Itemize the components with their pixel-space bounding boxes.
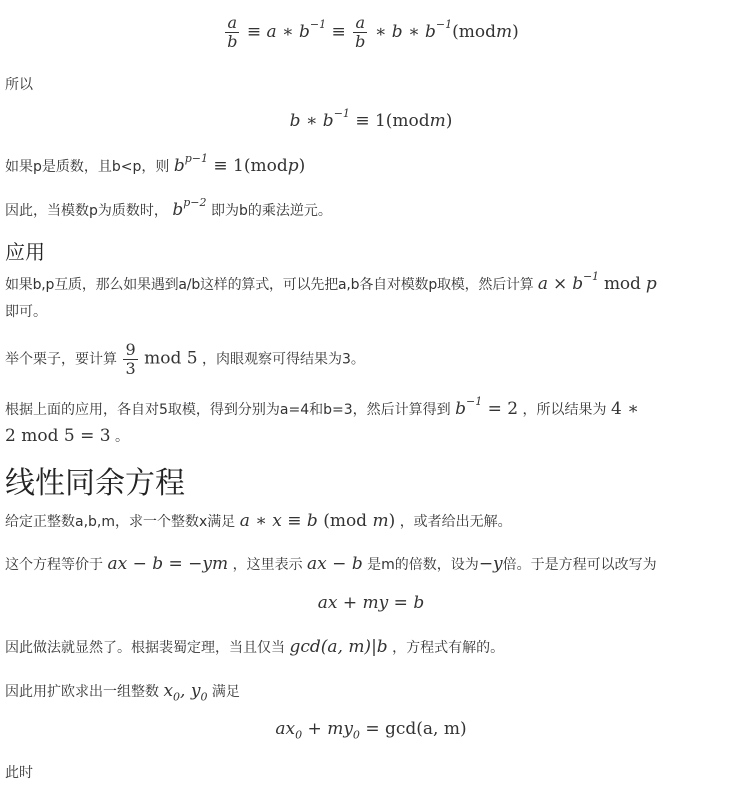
formula-inverse-identity: b ∗ $b^{-1}$ ≡ 1(modm) xyxy=(289,107,453,131)
paragraph-result-cont: 2 mod 5 = 3 。 xyxy=(5,426,129,446)
formula-ax-my-b: ax + my = b xyxy=(317,593,425,613)
formula-inverse-definition: $\frac{a}{b}$ ≡ a ∗ $b^{-1}$ ≡ $\frac{a}{b}$ ∗ b ∗ $b^{-1}(modm)$ xyxy=(227,13,519,51)
text-cishi: 此时 xyxy=(5,765,33,781)
fraction-a-over-b: $\frac{a}{b}$ xyxy=(227,13,238,51)
text-suoyi: 所以 xyxy=(5,77,33,93)
paragraph-fermat: 如果p是质数，且b<p，则 $b^{p-1}$ ≡ 1(modp) xyxy=(5,152,306,176)
paragraph-result: 根据上面的应用，各自对5取模，得到分别为a=4和b=3，然后计算得到 $b^{-1} = 2$ ，所以结果为 4 ∗ xyxy=(5,395,639,419)
heading-application: 应用 xyxy=(5,240,45,264)
paragraph-linear-4: 因此用扩欧求出一组整数 $x_0$, $y_0$ 满足 xyxy=(5,681,240,704)
paragraph-application: 如果b,p互质，那么如果遇到a/b这样的算式，可以先把a,b各自对模数p取模，然后计算 $a \times b^{-1}$ mod p xyxy=(5,270,657,294)
formula-bezout: $ax_0 + my_0 = \gcd(a$, m) xyxy=(275,719,467,742)
paragraph-linear-3: 因此做法就显然了。根据裴蜀定理，当且仅当 gcd(a, m)|b ，方程式有解的。 xyxy=(5,637,505,657)
paragraph-inverse: 因此，当模数p为质数时， $b^{p-2}$ 即为b的乘法逆元。 xyxy=(5,196,332,220)
fraction-9-over-3: $\frac{9}{3}$ xyxy=(125,340,136,378)
paragraph-example: 举个栗子，要计算 $\frac{9}{3}$ mod 5 ，肉眼观察可得结果为3。 xyxy=(5,340,365,378)
heading-linear-congruence: 线性同余方程 xyxy=(5,466,185,501)
paragraph-application-cont: 即可。 xyxy=(5,304,47,320)
paragraph-linear-2: 这个方程等价于 ax − b = −ym ，这里表示 ax − b 是m的倍数，设为−y倍。于是方程可以改写为 xyxy=(5,554,657,574)
fraction-a-over-b-2: $\frac{a}{b}$ xyxy=(355,13,366,51)
paragraph-linear-1: 给定正整数a,b,m，求一个整数x满足 a ∗ x ≡ b (mod m) ，或者给出无解。 xyxy=(5,511,512,531)
